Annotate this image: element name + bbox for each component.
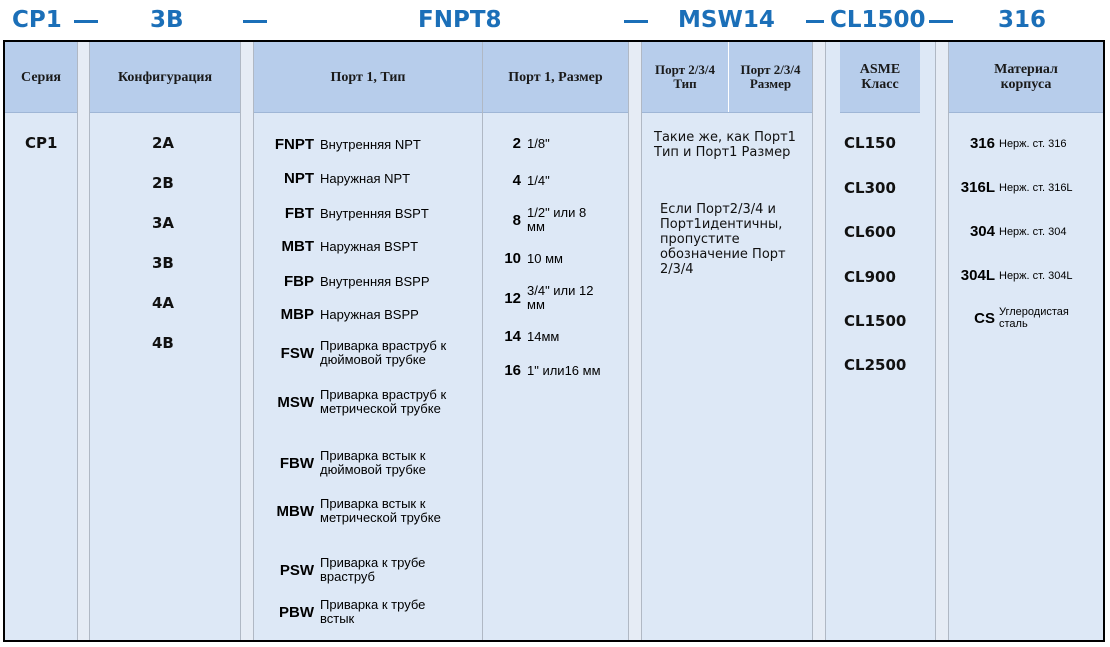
option-desc: Приварка к трубе встык bbox=[320, 597, 426, 626]
option-desc: 1/2" или 8 мм bbox=[527, 205, 587, 234]
asme-value: CL1500 bbox=[844, 312, 907, 330]
option-desc: 1/8" bbox=[527, 135, 550, 151]
code-dash bbox=[929, 20, 953, 23]
option-desc: Приварка к трубе враструб bbox=[320, 555, 426, 584]
asme-value: CL150 bbox=[844, 134, 896, 152]
material-column bbox=[949, 42, 1103, 640]
option-code: FBP bbox=[284, 273, 314, 290]
option-code: CS bbox=[974, 309, 995, 327]
configuration-column bbox=[90, 42, 240, 640]
option-desc: 1/4" bbox=[527, 172, 550, 188]
port1-size-option bbox=[483, 328, 559, 345]
configuration-value: 3A bbox=[152, 214, 175, 232]
option-code: NPT bbox=[284, 170, 314, 187]
code-dash bbox=[624, 20, 648, 23]
configuration-value: 2B bbox=[152, 174, 174, 192]
option-desc: 14мм bbox=[527, 328, 560, 344]
port1-size-option bbox=[483, 172, 550, 189]
port1-size-option bbox=[483, 135, 550, 152]
series-column bbox=[5, 42, 77, 640]
port1-type-option bbox=[254, 136, 421, 153]
material-option bbox=[949, 135, 1066, 152]
port1-size-option bbox=[483, 206, 599, 234]
option-desc: Приварка встык к дюймовой трубке bbox=[320, 448, 426, 477]
port1-type-option bbox=[254, 306, 419, 323]
configuration-value: 4A bbox=[152, 294, 175, 312]
code-series: CP1 bbox=[12, 7, 62, 33]
option-desc: Нерж. ст. 316L bbox=[999, 181, 1073, 194]
port1-type-option bbox=[254, 273, 430, 290]
option-code: 304L bbox=[960, 267, 995, 284]
column-gap bbox=[935, 42, 949, 640]
option-desc: 10 мм bbox=[527, 250, 563, 266]
code-port1: FNPT8 bbox=[418, 7, 502, 33]
port234-note-identical: Если Порт2/3/4 и Порт1идентичны, пропустите обозначение Порт 2/3/4 bbox=[660, 202, 786, 277]
port1-size-option bbox=[483, 284, 607, 312]
configuration-value: 3B bbox=[152, 254, 174, 272]
port1-type-option bbox=[254, 556, 460, 584]
option-code: MBW bbox=[276, 502, 314, 520]
code-dash bbox=[74, 20, 98, 23]
port1-type-option bbox=[254, 497, 450, 525]
asme-value: CL2500 bbox=[844, 356, 907, 374]
code-configuration: 3B bbox=[150, 7, 184, 33]
option-code: 16 bbox=[504, 362, 521, 379]
configuration-value: 4B bbox=[152, 334, 174, 352]
port1-type-header: Порт 1, Тип bbox=[254, 42, 482, 113]
code-dash bbox=[806, 20, 824, 23]
material-option bbox=[949, 267, 1073, 284]
column-gap bbox=[812, 42, 826, 640]
port1-type-column bbox=[254, 42, 482, 640]
port234-size-header: Порт 2/3/4 Размер bbox=[740, 62, 801, 91]
asme-column bbox=[826, 42, 935, 640]
option-code: PSW bbox=[279, 561, 314, 579]
option-desc: Приварка враструб к дюймовой трубке bbox=[320, 338, 447, 367]
port1-type-option bbox=[254, 238, 418, 255]
option-desc: Приварка встык к метрической трубке bbox=[320, 496, 441, 525]
column-gap bbox=[628, 42, 642, 640]
port1-size-option bbox=[483, 250, 563, 267]
port234-type-header: Порт 2/3/4 Тип bbox=[654, 62, 716, 91]
column-gap bbox=[240, 42, 254, 640]
code-material: 316 bbox=[998, 7, 1047, 33]
asme-header: ASME Класс bbox=[840, 42, 920, 113]
code-dash bbox=[243, 20, 267, 23]
port1-size-header: Порт 1, Размер bbox=[483, 42, 628, 113]
option-code: 4 bbox=[512, 172, 521, 189]
option-code: FNPT bbox=[274, 136, 314, 153]
option-desc: Наружная NPT bbox=[320, 170, 411, 186]
code-port234: MSW14 bbox=[678, 7, 775, 33]
asme-value: CL900 bbox=[844, 268, 896, 286]
series-value: CP1 bbox=[25, 134, 58, 152]
configuration-value: 2A bbox=[152, 134, 175, 152]
option-code: MSW bbox=[277, 393, 314, 411]
port1-size-option bbox=[483, 362, 605, 379]
option-code: 304 bbox=[969, 223, 995, 240]
asme-value: CL600 bbox=[844, 223, 896, 241]
option-code: PBW bbox=[279, 603, 314, 621]
column-gap bbox=[77, 42, 90, 640]
option-code: FSW bbox=[280, 344, 314, 362]
option-code: 8 bbox=[512, 211, 521, 229]
series-header: Серия bbox=[5, 42, 77, 113]
option-code: 14 bbox=[504, 328, 521, 345]
option-code: 10 bbox=[504, 250, 521, 267]
port1-type-option bbox=[254, 339, 470, 367]
option-desc: Углеродистая сталь bbox=[999, 306, 1069, 330]
configuration-header: Конфигурация bbox=[90, 42, 240, 113]
port234-column bbox=[642, 42, 812, 640]
option-desc: 3/4" или 12 мм bbox=[527, 283, 594, 312]
material-option bbox=[949, 179, 1073, 196]
port234-note-same: Такие же, как Порт1 Тип и Порт1 Размер bbox=[654, 130, 796, 160]
material-header: Материал корпуса bbox=[949, 42, 1103, 113]
option-desc: Наружная BSPT bbox=[320, 238, 419, 254]
port1-type-option bbox=[254, 449, 470, 477]
option-desc: Внутренняя BSPT bbox=[320, 205, 429, 221]
port1-type-option bbox=[254, 205, 429, 222]
option-desc: 1" или16 мм bbox=[527, 362, 601, 378]
option-desc: Нерж. ст. 304L bbox=[999, 269, 1073, 282]
option-code: MBT bbox=[281, 238, 314, 255]
option-code: 2 bbox=[512, 135, 521, 152]
option-code: MBP bbox=[280, 306, 314, 323]
option-desc: Наружная BSPP bbox=[320, 306, 419, 322]
option-code: 12 bbox=[504, 289, 521, 307]
option-code: 316 bbox=[969, 135, 995, 152]
option-desc: Внутренняя NPT bbox=[320, 136, 421, 152]
option-code: FBT bbox=[284, 205, 314, 222]
port1-type-option bbox=[254, 388, 470, 416]
option-code: FBW bbox=[279, 454, 314, 472]
option-desc: Нерж. ст. 304 bbox=[999, 225, 1067, 238]
material-option bbox=[949, 306, 1075, 330]
option-code: 316L bbox=[960, 179, 995, 196]
asme-value: CL300 bbox=[844, 179, 896, 197]
port1-type-option bbox=[254, 598, 460, 626]
port1-type-option bbox=[254, 170, 410, 187]
option-desc: Приварка враструб к метрической трубке bbox=[320, 387, 447, 416]
option-desc: Нерж. ст. 316 bbox=[999, 137, 1067, 150]
material-option bbox=[949, 223, 1066, 240]
port1-size-column bbox=[482, 42, 628, 640]
option-desc: Внутренняя BSPP bbox=[320, 273, 430, 289]
code-asme: CL1500 bbox=[830, 7, 926, 33]
